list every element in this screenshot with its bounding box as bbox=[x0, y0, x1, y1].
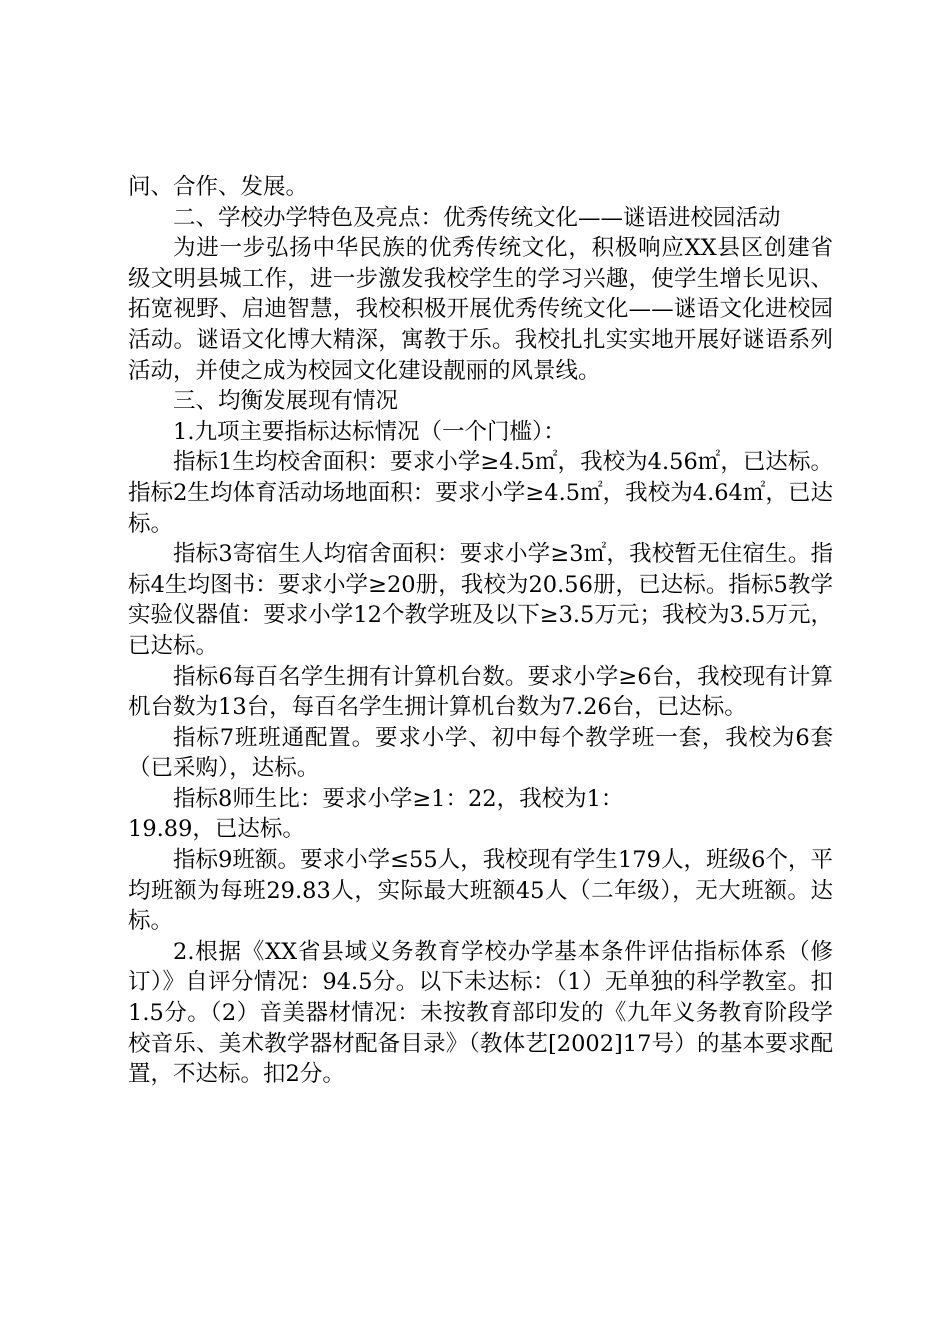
paragraph-indicator-9: 指标9班额。要求小学≤55人，我校现有学生179人，班级6个，平均班额为每班29.83人，实际最大班额45人（二年级），无大班额。达标。 bbox=[128, 847, 833, 935]
paragraph-continuation: 问、合作、发展。 bbox=[128, 174, 309, 200]
paragraph-indicator-8: 指标8师生比：要求小学≥1：22，我校为1： bbox=[173, 785, 624, 812]
paragraph-indicator-8-continued: 19.89，已达标。 bbox=[128, 816, 305, 843]
subsection-heading-1: 1.九项主要指标达标情况（一个门槛）： bbox=[173, 418, 566, 445]
paragraph-self-evaluation: 2.根据《XX省县域义务教育学校办学基本条件评估指标体系（修订）》自评分情况：94.5分。以下未达标：（1）无单独的科学教室。扣1.5分。（2）音美器材情况：未按教育部印发的《九年义务教育阶段学校音乐、美术教学器材配备目录》（教体艺[2002]17号）的基本要求配置，不达标。扣2分。 bbox=[128, 938, 833, 1088]
paragraph-indicator-1-2: 指标1生均校舍面积：要求小学≥4.5㎡，我校为4.56㎡，已达标。指标2生均体育活动场地面积：要求小学≥4.5㎡，我校为4.64㎡，已达标。 bbox=[128, 449, 833, 537]
paragraph-indicator-3-5: 指标3寄宿生人均宿舍面积：要求小学≥3㎡，我校暂无住宿生。指标4生均图书：要求小学≥20册，我校为20.56册，已达标。指标5教学实验仪器值：要求小学12个教学班及以下≥3.5万元；我校为3.5万元，已达标。 bbox=[128, 541, 833, 659]
paragraph-riddle-activity: 为进一步弘扬中华民族的优秀传统文化，积极响应XX县区创建省级文明县城工作，进一步激发我校学生的学习兴趣，使学生增长见识、拓宽视野、启迪智慧，我校积极开展优秀传统文化——谜语文化进校园活动。谜语文化博大精深，寓教于乐。我校扎扎实实地开展好谜语系列活动，并使之成为校园文化建设靓丽的风景线。 bbox=[128, 235, 833, 384]
paragraph-indicator-7: 指标7班班通配置。要求小学、初中每个教学班一套，我校为6套（已采购），达标。 bbox=[128, 724, 833, 782]
document-body bbox=[128, 172, 833, 1090]
paragraph-indicator-6: 指标6每百名学生拥有计算机台数。要求小学≥6台，我校现有计算机台数为13台，每百名学生拥计算机台数为7.26台，已达标。 bbox=[128, 663, 833, 721]
section-heading-3: 三、均衡发展现有情况 bbox=[173, 388, 399, 415]
section-heading-2: 二、学校办学特色及亮点：优秀传统文化——谜语进校园活动 bbox=[173, 204, 781, 231]
